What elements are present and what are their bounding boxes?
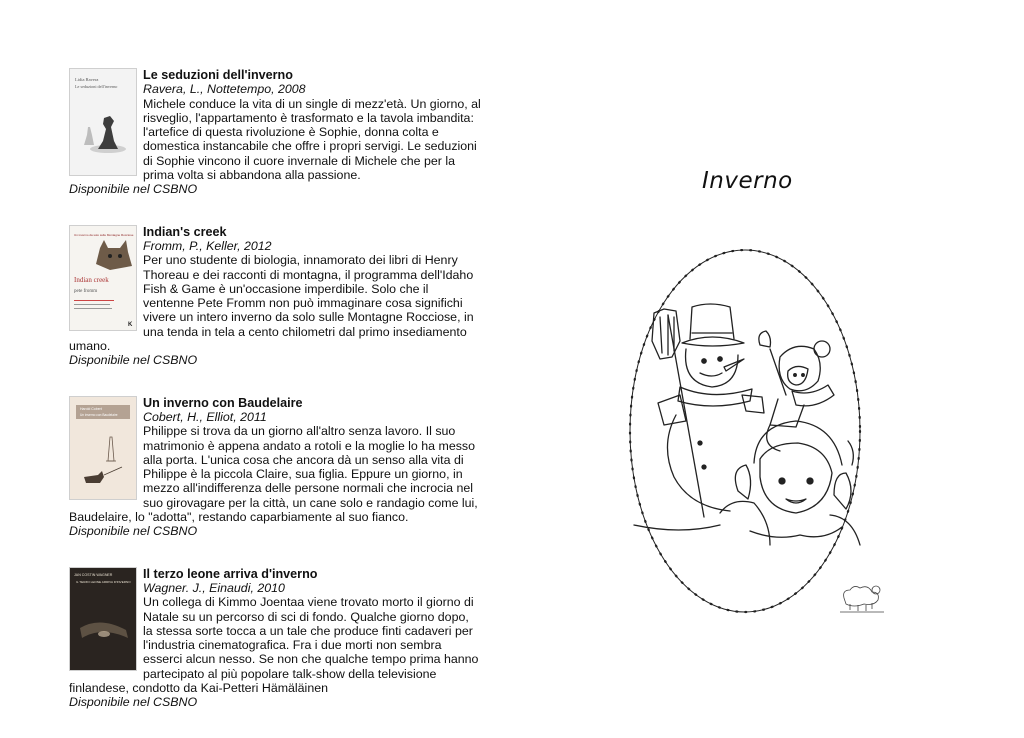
book-title: Indian's creek — [143, 224, 227, 239]
book-description: Per uno studente di biologia, innamorato dei libri di Henry Thoreau e dei racconti di montagna, il programma dell'Idaho Fish & Game è un'occasione imperdibile. Solo che il ventenne Pete Fromm non può immaginare cosa significhi vivere un intero inverno da solo sulle Montagne Rocciose, in una tenda in tela a cento chilometri dal primo insediamento umano. — [69, 253, 474, 354]
book-cover — [69, 225, 137, 331]
cover-publisher: K — [128, 321, 133, 328]
page-title: Inverno — [702, 168, 793, 194]
winter-illustration — [620, 245, 870, 622]
cover-title: IL TERZO LEONE ARRIVA D'INVERNO — [76, 579, 131, 584]
book-title: Le seduzioni dell'inverno — [143, 68, 293, 82]
chess-piece-cover-icon — [70, 69, 136, 175]
book-cover — [69, 68, 137, 176]
book-entry — [69, 396, 481, 539]
book-author: Ravera, L., Nottetempo, 2008 — [143, 82, 306, 97]
book-description: Un collega di Kimmo Joentaa viene trovato morto il giorno di Natale su un percorso di sci di fondo. Qualche giorno dopo, la stessa sorte tocca a un tale che produce finti cadaveri per l'industria cinematografica. Fra i due morti non sembra esserci alcun nesso. Se non che qualche tempo prima hanno partecipato al più popolare talk-show della televisione finlandese, condotto da Kai-Petteri Hämäläinen — [69, 595, 479, 695]
book-cover — [69, 396, 137, 500]
cover-author: pete fromm — [74, 288, 98, 294]
snowman-children-illustration-icon — [620, 245, 870, 617]
book-availability: Disponibile nel CSBNO — [69, 524, 198, 539]
book-availability: Disponibile nel CSBNO — [69, 182, 198, 197]
book-cover — [69, 567, 137, 671]
book-title: Un inverno con Baudelaire — [143, 395, 303, 410]
book-entry — [69, 68, 481, 197]
cover-title: Indian creek — [74, 275, 109, 284]
book-title: Il terzo leone arriva d'inverno — [143, 566, 318, 581]
eiffel-dog-cover-icon — [70, 397, 136, 499]
book-author: Fromm, P., Keller, 2012 — [143, 238, 272, 253]
cover-author: JAN COSTIN WAGNER — [74, 572, 113, 577]
book-description: Michele conduce la vita di un single di mezz'età. Un giorno, al risveglio, l'appartamento è trasformato e la tavola imbandita: l'artefice di questa rivoluzione è Sophie, donna colta e domestica instancabile che offre i propri servigi. Le seduzioni di Sophie vincono il cuore invernale di Michele che per la prima volta si abbandona alla passione. — [143, 96, 481, 183]
cover-title: Le seduzioni dell'inverno — [75, 84, 118, 89]
book-list — [69, 68, 481, 738]
cover-subtitle: Un inverno da solo sulle Montagne Rocciose — [74, 232, 134, 237]
small-sheep-sketch — [838, 578, 886, 619]
dotted-oval-frame-icon — [630, 250, 860, 612]
book-description: Philippe si trova da un giorno all'altro senza lavoro. Il suo matrimonio è appena andato a rotoli e la moglie lo ha messo alla porta. L'unica cosa che ancora dà un senso alla vita di Philippe è la piccola Claire, sua figlia. Eppure un giorno, in mezzo all'indifferenza delle persone normali che incrocia nel suo girovagare per la città, un cane solo e randagio come lui, Baudelaire, lo "adotta", restando caparbiamente al suo fianco. — [69, 424, 478, 525]
lynx-cover-icon — [70, 226, 136, 330]
small-sheep-sketch-icon — [838, 578, 886, 614]
book-availability: Disponibile nel CSBNO — [69, 353, 198, 368]
cover-author: Lidia Ravera — [75, 77, 99, 82]
book-entry — [69, 567, 481, 710]
dark-cover-icon — [70, 568, 136, 670]
cover-title: Un inverno con Baudelaire — [80, 412, 118, 417]
book-availability: Disponibile nel CSBNO — [69, 695, 198, 710]
book-author: Wagner. J., Einaudi, 2010 — [143, 580, 285, 595]
book-entry — [69, 225, 481, 368]
book-author: Cobert, H., Elliot, 2011 — [143, 409, 267, 424]
cover-author: Harold Cobert — [80, 406, 102, 411]
